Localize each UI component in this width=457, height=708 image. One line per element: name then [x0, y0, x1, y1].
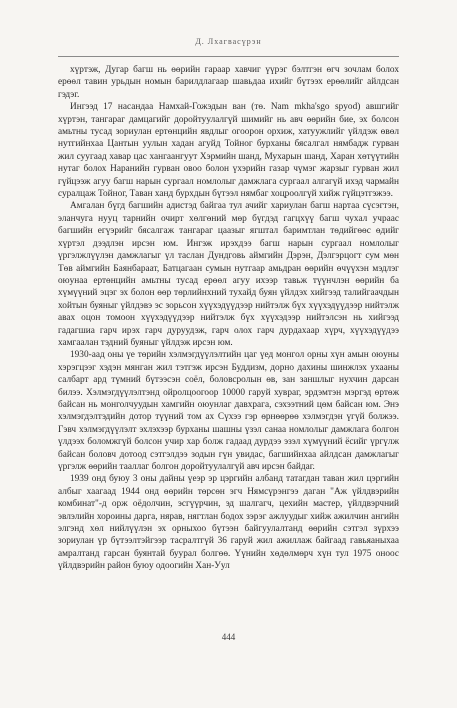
paragraph: 1939 онд буюу 3 оны дайны үеэр эр цэргийн албанд татагдан таван жил цэргийн албыг хаагаад 1944 онд өөрийн төрсөн эгч Нямсүрэнгээ даган "Аж үйлдвэрийн комбинат"-д орж оёдолчин, эсгүүрчин, эд шалгагч, цехийн мастер, үйлдвэрчний эвлэлийн хороины дарга, нярав, нягтлан бодох зэрэг ажлуудыг хийж ажилчин ангийн элгэнд хөл нийлүүлэн эх орныхоо бүтээн байгуулалтанд өөрийн сэтгэл зүрхээ зориулан үр бүтээлтэйгээр тасралтгүй 36 гаруй жил ажиллаж байгаад гавьяаныхаа амралтанд гарсан буянтай буурал болгөө. Үүнийн хөдөлмөрч хүн тул 1975 оноос үйлдвэрийн район буюу одоогийн Хан-Уул — [58, 474, 399, 572]
paragraph: Ингээд 17 насандаа Намхай-Гожэдын ван (тө. Nam mkha'sgo spyod) авшгийг хүртэн, тангараг дамцагийг доройтуулалгүй шимийг нь авч өөрийн бие, эх болсон амьтны тусад зориулан ертөнцийн явдлыг огоорон орхиж, хатуужлийг үйлдэж өвөл нутгийнхаа Цантын уулын хадан агуйд Тойног бурханы бясалгал нямбадж гурван жил суугаад хавар цас хангаангуут Хэрмийн шанд, Мухарын шанд, Харан хөтүүтийн нутаг болох Наранийн гурван овоо болон үхэрийн газар чүмэг жарзыг гурван жил гүйцээж агуу багш нарын сургаал номлолыг дамжлага сургаал алгагүй ихэд чармайн суралцаж Тойног, Таван ханд бурхдын бүтээл нямбаг хоцроолгүй хийж гүйцэтгэжээ. — [58, 102, 399, 200]
paragraph: Амгалан бүгд багшийн адистэд байгаа тул ачийг хариулан багш нартаа сүсэгтэн, эланчуга нууц тарнийн очирт хөлгөний мөр бүгдэд гагцхүү багш чухал учраас багшийн егүэрийг бясалгаж тангараг цаазыг ягштал баримтлан төдийгөөс өдийг хүртэл дээдлэн ирсэн юм. Ингэж ирэхдээ багш нарын сургаал номлолыг үргэлжлүүлэн дамжлагыг үл таслан Дундговь аймгийн Дэрэн, Дэлгэрцогт сум мөн Төв аймгийн Баянбараат, Батцагаан сумын нутгаар амьдран өөрийн өчүүхэн мэдлэг оюунаа ертөнцийн амьтны тусад ерөөл агуу ихээр тавьж түүнчлэн өөрийн ба хүмүүний эцэг эх болон өөр төрлийнхний тухайд буян үйлдэх хийгээд талийгаачдын хойтын буяныг үйлдэвэ эс зорьсон хүүхэдүүдээр нийтэлж бүх хүүхэдүүдээр нийтэлж авах оцон томоон хүүхэдүүдээр нийтэлж бүх хүүхэдээр нийтэлсэн нь хийгээд гадагшиа гарч ирэх гарч дуруудэж, гарч олох гарч дурдахаар хүрч, хүүхэдүүдээ хамгаалан тэдний буяныг үйлдэж ирсэн юм. — [58, 201, 399, 348]
paragraph: 1930-аад оны үе төрийн хэлмэгдүүлэлтийн цаг үед монгол орны хүн амын оюуны хэрэгцээг хэдэн мянган жил тэтгэж ирсэн Буддизм, дорно дахины шинжлэх ухааны салбарт ард түмний бүтээсэн соёл, боловсролын өв, зан заншлыг нухчин дарсан билээ. Хэлмэгдүүлэлтэнд ойролцоогоор 10000 гаруй хувраг, эрдэмтэн мэргэд өртөж байсан нь монголчуудын хамгийн оюунлаг давхрага, сэхээтний цөм байсан юм. Энэ хэлмэгдэлтэдийн дотор түүний том ах Сүхээ гэр өрнөөрөө хэлмэгдэн үгүй болжээ. Гэвч хэлмэгдүүлэлт эхлэхээр бурханы шашны үзэл санаа номлолыг дамжлага болгон үлдээх боломжгүй болсон учир хар болж гадаад дурдээ эзэл хүмүүний ёсийг үргүлж байсан боловч дотоод сэтгэлдээ зодын гүн увидас, багшийнхаа айлдсан дамжлагыг үргэлж өөрийн тааллаг болгон доройтуулалгүй авч ирсэн байдаг. — [58, 350, 399, 472]
page-number: 444 — [221, 632, 236, 642]
header-rule — [58, 56, 399, 57]
body-text — [58, 64, 399, 573]
paragraph: хүртэж, Дугар багш нь өөрийн гараар хавчиг үүрэг бэлтгэн өгч зочлам болох ерөөл тавин урьдын номын барилдлагаар шавьдаа ихийг бүтээх ерөөлийг айлдсан гэдэг. — [58, 65, 399, 100]
running-header: Д. Лхагвасүрэн — [195, 37, 262, 46]
